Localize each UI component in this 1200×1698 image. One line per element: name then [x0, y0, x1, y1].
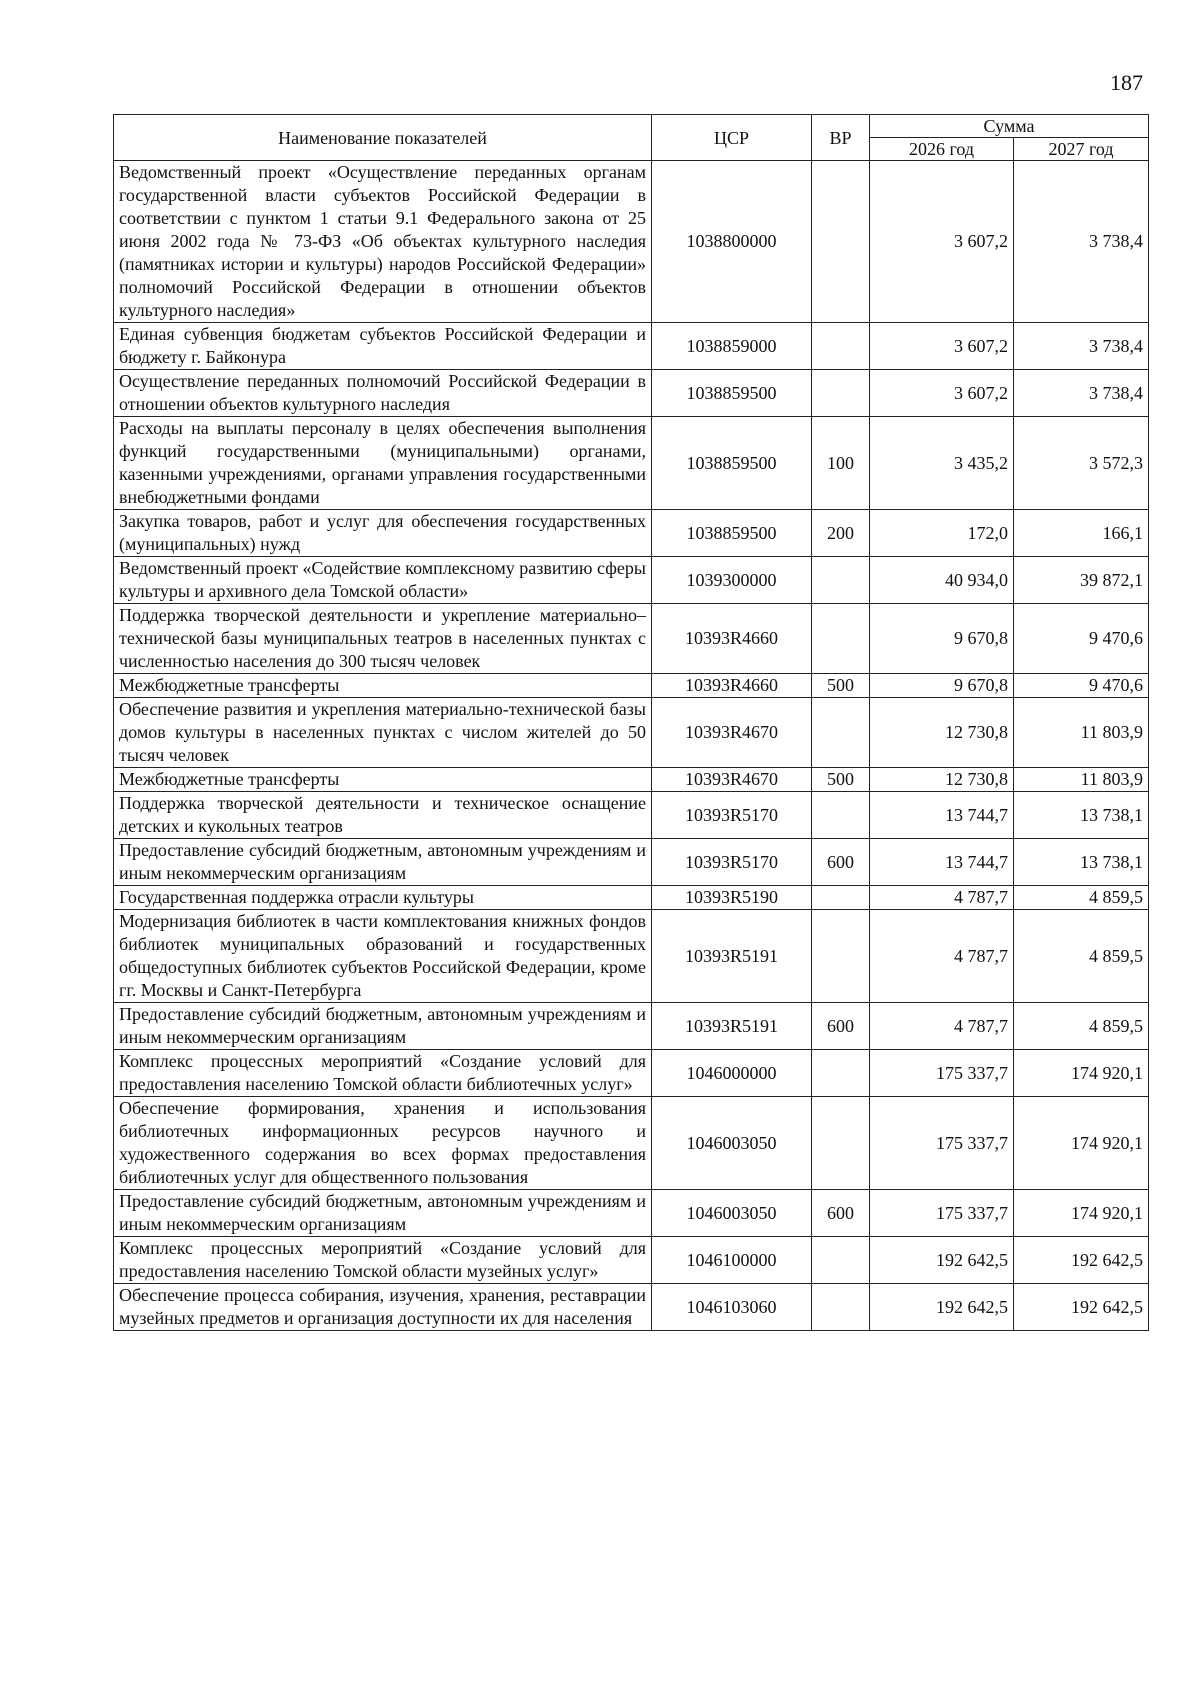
header-year-2027: 2027 год [1014, 138, 1149, 161]
table-row [114, 557, 1149, 604]
row-sum-2026: 175 337,7 [870, 1097, 1014, 1190]
row-name: Комплекс процессных мероприятий «Создание условий для предоставления населению Томской области библиотечных услуг» [114, 1050, 652, 1097]
row-sum-2027: 3 738,4 [1014, 323, 1149, 370]
table-row [114, 1237, 1149, 1284]
row-sum-2027: 9 470,6 [1014, 604, 1149, 674]
header-vr: ВР [812, 115, 870, 161]
row-sum-2027: 3 572,3 [1014, 417, 1149, 510]
row-sum-2027: 4 859,5 [1014, 1003, 1149, 1050]
row-csr: 1046103060 [652, 1284, 812, 1331]
row-sum-2026: 13 744,7 [870, 792, 1014, 839]
row-name: Обеспечение развития и укрепления материально-технической базы домов культуры в населенных пунктах с числом жителей до 50 тысяч человек [114, 698, 652, 768]
row-csr: 1039300000 [652, 557, 812, 604]
row-name: Предоставление субсидий бюджетным, автономным учреждениям и иным некоммерческим организациям [114, 1190, 652, 1237]
row-name: Межбюджетные трансферты [114, 768, 652, 792]
row-vr [812, 161, 870, 323]
row-csr: 1046003050 [652, 1190, 812, 1237]
row-sum-2026: 4 787,7 [870, 910, 1014, 1003]
table-row [114, 1050, 1149, 1097]
row-sum-2026: 3 607,2 [870, 370, 1014, 417]
table-row [114, 768, 1149, 792]
row-sum-2026: 4 787,7 [870, 1003, 1014, 1050]
table-row [114, 1003, 1149, 1050]
row-name: Ведомственный проект «Содействие комплексному развитию сферы культуры и архивного дела Томской области» [114, 557, 652, 604]
row-name: Обеспечение процесса собирания, изучения, хранения, реставрации музейных предметов и организация доступности их для населения [114, 1284, 652, 1331]
table-row [114, 323, 1149, 370]
table-row [114, 417, 1149, 510]
row-name: Комплекс процессных мероприятий «Создание условий для предоставления населению Томской области музейных услуг» [114, 1237, 652, 1284]
page-number: 187 [1110, 70, 1143, 95]
row-vr [812, 323, 870, 370]
row-sum-2026: 4 787,7 [870, 886, 1014, 910]
row-vr [812, 557, 870, 604]
row-sum-2027: 166,1 [1014, 510, 1149, 557]
row-sum-2027: 13 738,1 [1014, 839, 1149, 886]
row-vr: 500 [812, 674, 870, 698]
row-sum-2027: 4 859,5 [1014, 886, 1149, 910]
row-vr [812, 910, 870, 1003]
row-csr: 10393R5170 [652, 792, 812, 839]
row-csr: 10393R5170 [652, 839, 812, 886]
row-sum-2027: 174 920,1 [1014, 1097, 1149, 1190]
row-name: Поддержка творческой деятельности и техническое оснащение детских и кукольных театров [114, 792, 652, 839]
table-row [114, 370, 1149, 417]
row-name: Предоставление субсидий бюджетным, автономным учреждениям и иным некоммерческим организациям [114, 1003, 652, 1050]
row-csr: 10393R5190 [652, 886, 812, 910]
row-vr [812, 370, 870, 417]
table-row [114, 698, 1149, 768]
row-sum-2026: 3 607,2 [870, 161, 1014, 323]
table-row [114, 1097, 1149, 1190]
row-vr: 500 [812, 768, 870, 792]
row-csr: 1046000000 [652, 1050, 812, 1097]
row-sum-2027: 11 803,9 [1014, 768, 1149, 792]
row-csr: 1038859500 [652, 510, 812, 557]
row-csr: 1046100000 [652, 1237, 812, 1284]
row-sum-2026: 9 670,8 [870, 674, 1014, 698]
row-vr [812, 1050, 870, 1097]
header-row [114, 115, 1149, 138]
row-name: Закупка товаров, работ и услуг для обеспечения государственных (муниципальных) нужд [114, 510, 652, 557]
row-vr [812, 1237, 870, 1284]
row-sum-2027: 39 872,1 [1014, 557, 1149, 604]
budget-table [113, 114, 1149, 1331]
row-name: Государственная поддержка отрасли культуры [114, 886, 652, 910]
row-name: Ведомственный проект «Осуществление переданных органам государственной власти субъектов Российской Федерации в соответствии с пунктом 1 статьи 9.1 Федерального закона от 25 июня 2002 года № 73-ФЗ «Об объектах культурного наследия (памятниках истории и культуры) народов Российской Федерации» полномочий Российской Федерации в отношении объектов культурного наследия» [114, 161, 652, 323]
row-csr: 1038800000 [652, 161, 812, 323]
row-csr: 10393R4670 [652, 698, 812, 768]
row-csr: 1046003050 [652, 1097, 812, 1190]
row-csr: 10393R5191 [652, 1003, 812, 1050]
row-sum-2026: 175 337,7 [870, 1050, 1014, 1097]
row-vr [812, 1284, 870, 1331]
table-row [114, 161, 1149, 323]
header-sum: Сумма [870, 115, 1149, 138]
row-sum-2026: 192 642,5 [870, 1237, 1014, 1284]
row-name: Осуществление переданных полномочий Российской Федерации в отношении объектов культурного наследия [114, 370, 652, 417]
row-sum-2026: 9 670,8 [870, 604, 1014, 674]
table-row [114, 674, 1149, 698]
row-sum-2026: 175 337,7 [870, 1190, 1014, 1237]
row-sum-2026: 192 642,5 [870, 1284, 1014, 1331]
row-sum-2027: 9 470,6 [1014, 674, 1149, 698]
row-vr: 600 [812, 1190, 870, 1237]
row-sum-2026: 12 730,8 [870, 698, 1014, 768]
row-csr: 1038859000 [652, 323, 812, 370]
row-sum-2027: 192 642,5 [1014, 1237, 1149, 1284]
header-csr: ЦСР [652, 115, 812, 161]
header-year-2026: 2026 год [870, 138, 1014, 161]
table-row [114, 510, 1149, 557]
row-sum-2027: 13 738,1 [1014, 792, 1149, 839]
row-vr [812, 698, 870, 768]
row-sum-2026: 3 435,2 [870, 417, 1014, 510]
row-vr: 100 [812, 417, 870, 510]
row-vr [812, 792, 870, 839]
row-csr: 10393R4660 [652, 674, 812, 698]
table-row [114, 839, 1149, 886]
row-name: Модернизация библиотек в части комплектования книжных фондов библиотек муниципальных образований и государственных общедоступных библиотек субъектов Российской Федерации, кроме гг. Москвы и Санкт-Петербурга [114, 910, 652, 1003]
row-name: Единая субвенция бюджетам субъектов Российской Федерации и бюджету г. Байконура [114, 323, 652, 370]
table-row [114, 910, 1149, 1003]
row-sum-2027: 3 738,4 [1014, 370, 1149, 417]
table-row [114, 1190, 1149, 1237]
row-csr: 1038859500 [652, 370, 812, 417]
table-row [114, 886, 1149, 910]
row-vr [812, 886, 870, 910]
row-sum-2026: 12 730,8 [870, 768, 1014, 792]
row-sum-2026: 172,0 [870, 510, 1014, 557]
row-sum-2027: 11 803,9 [1014, 698, 1149, 768]
table-row [114, 1284, 1149, 1331]
row-sum-2027: 3 738,4 [1014, 161, 1149, 323]
row-vr: 600 [812, 839, 870, 886]
table-row [114, 604, 1149, 674]
row-name: Расходы на выплаты персоналу в целях обеспечения выполнения функций государственными (муниципальными) органами, казенными учреждениями, органами управления государственными внебюджетными фондами [114, 417, 652, 510]
header-name: Наименование показателей [114, 115, 652, 161]
row-sum-2027: 4 859,5 [1014, 910, 1149, 1003]
row-name: Поддержка творческой деятельности и укрепление материально–технической базы муниципальных театров в населенных пунктах с численностью населения до 300 тысяч человек [114, 604, 652, 674]
row-vr: 600 [812, 1003, 870, 1050]
row-sum-2027: 192 642,5 [1014, 1284, 1149, 1331]
row-csr: 1038859500 [652, 417, 812, 510]
row-vr [812, 604, 870, 674]
table-body [114, 161, 1149, 1331]
row-sum-2026: 40 934,0 [870, 557, 1014, 604]
row-sum-2026: 13 744,7 [870, 839, 1014, 886]
table-row [114, 792, 1149, 839]
row-csr: 10393R4660 [652, 604, 812, 674]
row-name: Предоставление субсидий бюджетным, автономным учреждениям и иным некоммерческим организациям [114, 839, 652, 886]
row-vr [812, 1097, 870, 1190]
row-csr: 10393R5191 [652, 910, 812, 1003]
row-vr: 200 [812, 510, 870, 557]
row-name: Межбюджетные трансферты [114, 674, 652, 698]
row-sum-2027: 174 920,1 [1014, 1050, 1149, 1097]
row-sum-2027: 174 920,1 [1014, 1190, 1149, 1237]
row-name: Обеспечение формирования, хранения и использования библиотечных информационных ресурсов научного и художественного содержания во всех формах предоставления библиотечных услуг для общественного пользования [114, 1097, 652, 1190]
row-csr: 10393R4670 [652, 768, 812, 792]
row-sum-2026: 3 607,2 [870, 323, 1014, 370]
